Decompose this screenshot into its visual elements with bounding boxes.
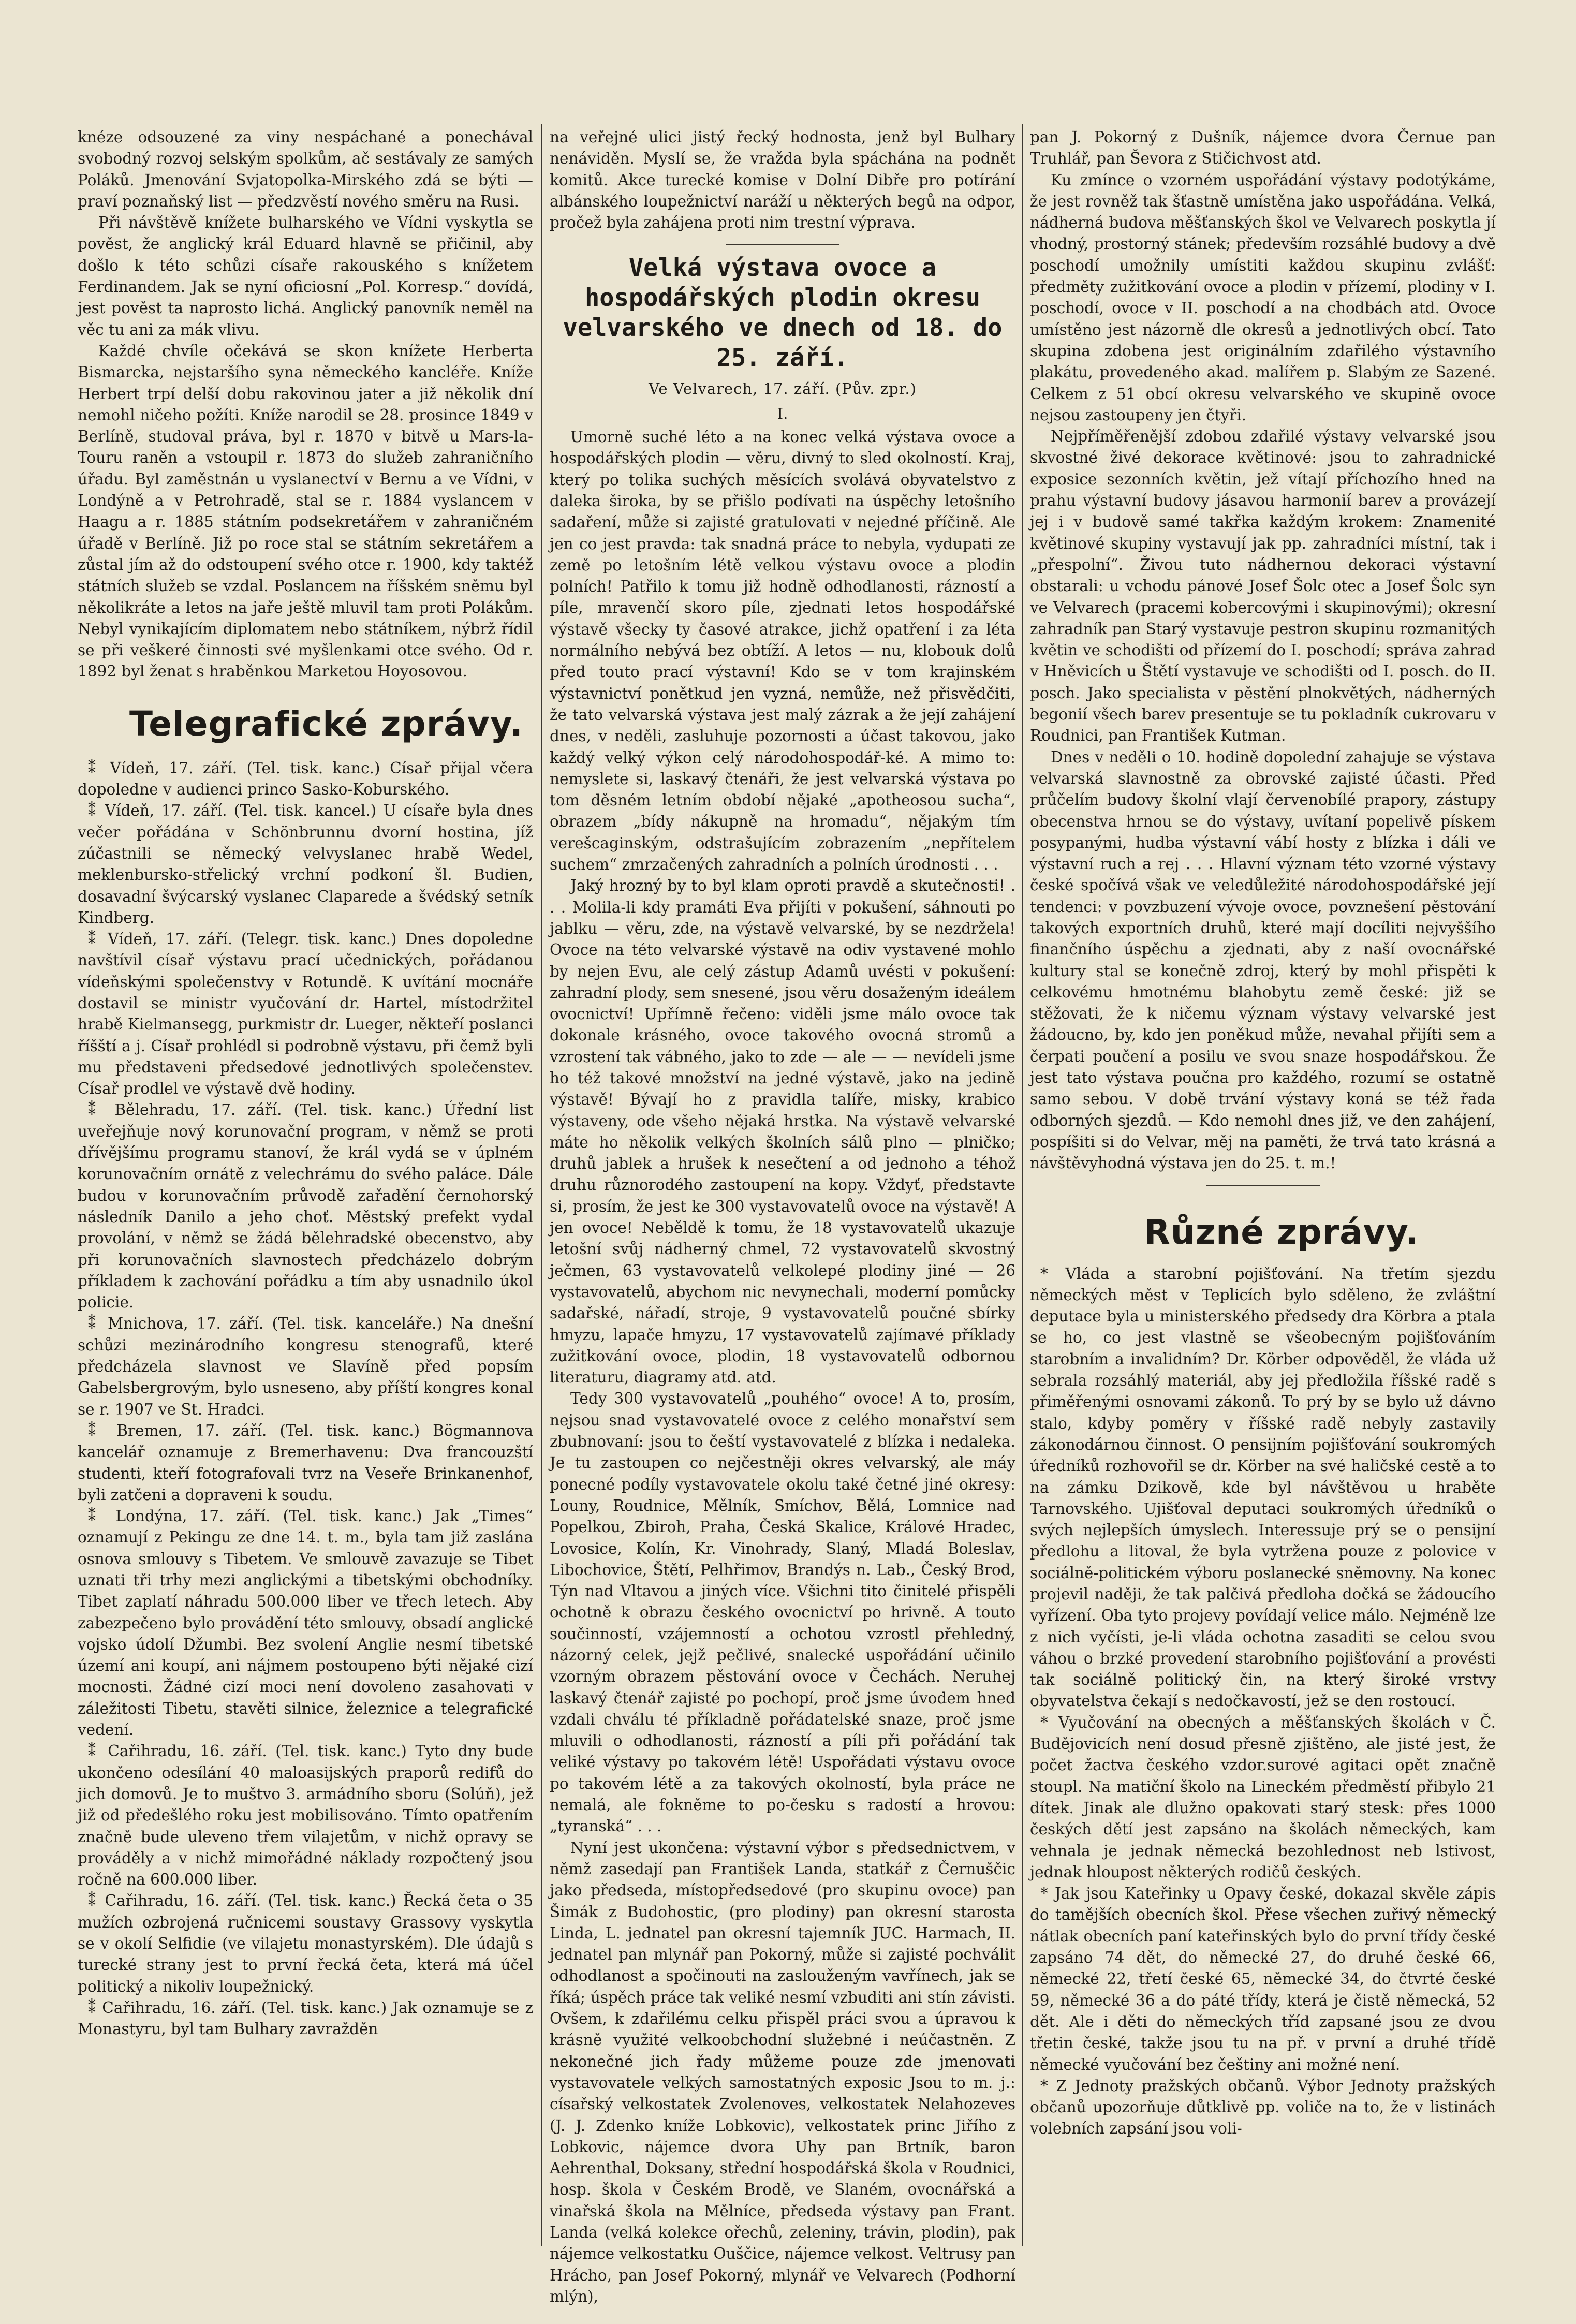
news-pension-insurance: * Vláda a starobní pojišťování. Na třetím sjezdu německých měst v Teplicích bylo sděleno, že zvláštní deputace byla u ministerského předsedy dra Körbra a ptala se ho, co jest vlastně se všeobecným pojišťováním starobním a invalidním? Dr. Körber odpověděl, že vláda už sebrala rozsáhlý materiál, aby jej předložila říšské radě s přiměřenými osnovami zákonů. To prý by se bylo už dávno stalo, kdyby poměry v říšské radě nebyly zastavily zákonodárnou činnost. O pensijním pojišťování soukromých úředníků rozhovořil se dr. Körber na své haličské cestě a to na zámku Dzikově, kde byl návštěvou u hraběte Tarnovského. Ujišťoval deputaci soukromých úředníků o svých nejlepších úmyslech. Interessuje prý se o pensijní předlohu a litoval, že byla vytržena pouze z polovice v sociálně-politickém výboru poslanecké sněmovny. Na konec projevil naději, že tak palčivá předloha dočká se žádoucího vyřízení. Oba tyto projevy povídají velice málo. Nejméně lze z nich vyčísti, je-li vláda ochotna zasaditi se celou svou váhou o brzké provedení starobního pojišťování a provésti tak sociálně politický čin, na který široké vrstvy obyvatelstva čekají s nedočkavostí, jež se den rostoucí.	[1030, 1264, 1496, 1710]
exhibition-paragraph-1: Umorně suché léto a na konec velká výstava ovoce a hospodářských plodin — věru, divný to sled okolností. Kraj, který po tolika suchých měsících svolává obyvatelstvo z daleka široka, by se přišlo podívati na úspěchy letošního sadaření, může si zajisté gratulovati v nejedné příčině. Ale jen co jest pravda: tak snadná práce to nebyla, vydupati ze země po letošním létě velkou výstavu ovoce a plodin polních! Patřilo k tomu již hodně odhodlanosti, rázností a píle, mravenčí skoro píle, zjednati letos hospodářské výstavě všecky ty časové atrakce, jichž opatření i za léta normálního nebývá bez obtíží. A letos — nu, klobouk dolů před touto prací výstavní! Kdo se v tom krajinském výstavnictví ponětkud jen vyzná, nemůže, než přisvědčiti, že tato velvarská výstava jest malý zázrak a že její zahájení dnes, v neděli, zasluhuje pozornosti a účast takovou, jako každý velký výkon celý národohospodář-ké. A mimo to: nemyslete si, laskavý čtenáři, že jest velvarská výstava po tom děsném letním období nějaké „apotheosou sucha“, obrazem „bídy nákupně na hromadu“, nějakým tím verešcaginským, odstrašujícím zobrazením „nepřítelem suchem“ zmrzačených zahradních a polních úrodnosti . . .	[550, 428, 1015, 874]
section-divider-2	[1206, 1185, 1320, 1186]
column-middle	[550, 127, 1015, 2305]
paragraph-bulgaria-visit: Při návštěvě knížete bulharského ve Vídni vyskytla se pověst, že anglický král Eduard hlavně se přičinil, aby došlo k této schůzi císaře rakouského s knížetem Ferdinandem. Jak se nyní oficiosní „Pol. Korresp.“ dovídá, jest pověst ta naprosto lichá. Anglický panovník neměl na věc tu ani za mák vlivu.	[78, 214, 533, 339]
telegram-bremen: ⁑ Bremen, 17. září. (Tel. tisk. kanc.) Bögmannova kancelář oznamuje z Bremerhavenu: Dva francouzští studenti, kteří fotografovali tvrz na Veseře Brinkanenhof, byli zatčeni a dopraveni k soudu.	[78, 1421, 533, 1504]
paragraph-dibra: na veřejné ulici jistý řecký hodnosta, jenž byl Bulhary nenáviděn. Myslí se, že vražda byla spáchána na podnět komitů. Akce turecké komise v Dolní Dibře pro potírání albánského loupežnictví naráží u některých begů na odpor, pročež byla zahájena proti nim trestní výprava.	[550, 128, 1015, 232]
paragraph-bismarck: Každé chvíle očekává se skon knížete Herberta Bismarcka, nejstaršího syna německého kancléře. Kníže Herbert trpí delší dobu rakovinou jater a již několik dní nemohl ničeho požíti. Kníže narodil se 28. prosince 1849 v Berlíně, studoval práva, byl r. 1870 v bitvě u Mars-la-Touru raněn a vstoupil r. 1873 do služeb zahraničního úřadu. Byl zaměstnán u vyslanectví v Bernu a ve Vídni, v Londýně a v Petrohradě, stal se r. 1884 vyslancem v Haagu a r. 1885 státním podsekretářem v zahraničném úřadě v Berlíně. Již po roce stal se státním sekretářem a zůstal jím až do odstoupení svého otce r. 1900, kdy taktéž státních služeb se vzdal. Poslancem na říšském sněmu byl několikráte a letos na jaře ještě mluvil tam proti Polákům. Nebyl vynikajícím diplomatem nebo státníkem, nýbrž řídil se při veškeré činnosti své myšlenkami otce svého. Od r. 1892 byl ženat s hraběnkou Marketou Hoyosovou.	[78, 342, 533, 681]
telegram-london: ⁑ Londýna, 17. září. (Tel. tisk. kanc.) Jak „Times“ oznamují z Pekingu ze dne 14. t. m., byla tam již zaslána osnova smlouvy s Tibetem. Ve smlouvě zavazuje se Tibet uznati tři trhy mezi anglickými a tibetskými obchodníky. Tibet zaplatí náhradu 500.000 liber ve třech letech. Aby zabezpečeno bylo provádění této smlouvy, obsadí anglické vojsko údolí Džumbi. Bez svolení Anglie nesmí tibetské území ani koupí, ani nájmem postoupeno býti nějaké cizí mocnosti. Žádné cizí moci není dovoleno zasahovati v záležitosti Tibetu, stavěti silnice, železnice a telegrafické vedení.	[78, 1507, 533, 1739]
telegram-constantinople-3: ⁑ Cařihradu, 16. září. (Tel. tisk. kanc.) Jak oznamuje se z Monastyru, byl tam Bulhary zavražděn	[78, 1998, 533, 2038]
telegram-constantinople-2: ⁑ Cařihradu, 16. září. (Tel. tisk. kanc.) Řecká četa o 35 mužích ozbrojená ručnicemi soustavy Grassovy vyskytla se v okolí Selfidie (ve vilajetu monastyrském). Dle údajů s turecké strany jest to první řecká četa, která má účel politický a nikoliv loupežnický.	[78, 1892, 533, 1995]
column-left	[78, 127, 533, 2249]
paragraph-poland: knéze odsouzené za viny nespáchané a ponechával svobodný rozvoj selským spolkům, ač sestávaly ze samých Poláků. Jmenování Svjatopolka-Mirského zdá se býti — praví poznaňský list — předzvěstí nového směru na Rusi.	[78, 128, 533, 210]
telegram-constantinople-1: ⁑ Cařihradu, 16. září. (Tel. tisk. kanc.) Tyto dny bude ukončeno odesílání 40 maloasijských praporů redifů do jich domovů. Je to muštvo 3. armádního sboru (Solúň), jež již od předešlého roku jest mobilisováno. Tímto opatřením značně bude uleveno třem vilajetům, v nichž opravy se prováděly a v nichž mimořádné náklady rozpočtený jsou ročně na 600.000 liber.	[78, 1742, 533, 1889]
column-rule-2	[1022, 124, 1023, 2246]
exhibition-paragraph-6: Nejpříměřenější zdobou zdařilé výstavy velvarské jsou skvostné živé dekorace květinové: jsou to zahradnické exposice sezonních květin, jež vítají příchozího hned na prahu výstavní budovy jásavou harmonií barev a provázejí jej i v budově samé takřka každým krokem: Znamenité květinové skupiny vystavují jak pp. zahradníci místní, tak i „přespolní“. Živou tuto nádhernou dekoraci výstavní obstarali: u vchodu pánové Josef Šolc otec a Josef Šolc syn ve Velvarech (pracemi kobercovými i skupinovými); okresní zahradník pan Starý vystavuje pestron skupinu rozmanitých květin ve schodišti od přízemí do I. poschodí; správa zahrad v Hněvicích u Štětí vystavuje ve schodišti od I. posch. do II. posch. Jako specialista v pěstění plnokvětých, nádherných begonií všech barev presentuje se tu pokladník cukrovaru v Roudnici, pan František Kutman.	[1030, 428, 1496, 745]
section-divider	[726, 244, 839, 245]
heading-various-news: Různé zprávy.	[1144, 1212, 1419, 1252]
dateline: Ve Velvarech, 17. září. (Pův. zpr.)	[649, 380, 917, 398]
telegram-vienna-2: ⁑ Vídeň, 17. září. (Tel. tisk. kancel.) U císaře byla dnes večer pořádána v Schönbrunnu dvorní hostina, jíž zúčastnili se německý velvyslanec hrabě Wedel, meklenbursko-střelický vrchní podkoní šl. Budien, dosavadní švýcarský vyslanec Claparede a švédský setník Kindberg.	[78, 802, 533, 926]
exhibition-paragraph-7: Dnes v neděli o 10. hodině dopolední zahajuje se výstava velvarská slavnostně za obrovské zajisté účasti. Před průčelím budovy školní vlají červenobílé prapory, zástupy obecenstva hrnou se do výstavy, uvítaní popelivě pískem posypanými, hudba výstavní vábí hosty z blízka i dáli ve výstavní ruch a rej . . . Hlavní význam této vzorné výstavy české spočívá však ve veledůležité národohospodářské její tendenci: v povzbuzení vývoje ovoce, povznešení pěstování takových exportních druhů, které mají docíliti nejvyššího finančního úspěchu a zjednati, aby z naší ovocnářské kultury stal se konečně zdroj, který by mohl přispěti k celkovému hmotnému blahobytu země české: již se stěžovati, že k ničemu význam výstavy velvarské jest žádoucno, by, kdo jen poněkud může, nevahal přijíti sem a čerpati poučení a posilu ve svou snaze hospodářskou. Že jest tato výstava poučna pro každého, rozumí se ostatně samo sebou. V době trvání výstavy koná se též řada odborných sjezdů. — Kdo nemohl dnes již, ve den zahájení, pospíšiti si do Velvar, měj na paměti, že trvá tato krásná a návštěvyhodná výstava jen do 25. t. m.!	[1030, 748, 1496, 1172]
exhibition-paragraph-3: Tedy 300 vystavovatelů „pouhého“ ovoce! A to, prosím, nejsou snad vystavovatelé ovoce z celého monařství sem zbubnovaní: jsou to čeští vystavovatelé z blízka i nedaleka. Je tu zastoupen co nejčestněji okres velvarský, ale máy ponecné podíly vystavovatele okolu také četné jiné okresy: Louny, Roudnice, Mělník, Smíchov, Bělá, Lomnice nad Popelkou, Zbiroh, Praha, Česká Skalice, Králové Hradec, Lovosice, Kolín, Kr. Vinohrady, Slaný, Mladá Boleslav, Libochovice, Štětí, Pelhřimov, Brandýs n. Lab., Český Brod, Týn nad Vltavou a jiných více. Všichni tito činitelé přispěli ochotně k obrazu českého ovocnictví po hrivně. A touto součinností, vzájemností a ochotou vzrostl přehledný, názorný celek, jejž pečlivé, snalecké uspořádání učinilo vzorným obrazem pěstování ovoce v Čechách. Neruhej laskavý čtenář zajisté po pochopí, proč jsme úvodem hned vzdali chválu té příkladně pořádatelské snaze, proč jsme mluvili o odhodlanosti, rázností a píli při pořádání tak veliké výstavy po takovém létě! Uspořádati výstavu ovoce po takovém létě a za takových okolností, byla práce ne nemalá, ale fokněme to po-česku s radostí a hrovou: „tyranská“ . . .	[550, 1390, 1015, 1835]
telegram-munich: ⁑ Mnichova, 17. září. (Tel. tisk. kanceláře.) Na dnešní schůzi mezinárodního kongresu stenografů, které předcházela slavnost ve Slavíně před popsím Gabelsbergrovým, bylo usneseno, aby příští kongres konal se r. 1907 ve St. Hradci.	[78, 1315, 533, 1418]
telegram-belgrade: ⁑ Bělehradu, 17. září. (Tel. tisk. kanc.) Úřední list uveřejňuje nový korunovační program, v němž se proti dřívějšímu programu stanoví, že král vydá se v úplném korunovačním ornátě z velechrámu do svého paláce. Dále budou v korunovačním průvodě zařadění černohorský následník Danilo a jeho choť. Městský prefekt vydal provolání, v němž se žádá bělehradské obecenstvo, aby při korunovačních slavnostech předcházelo dobrým příkladem k zachování pořádku a tím aby usnadnilo úkol policie.	[78, 1101, 533, 1312]
heading-telegraphic-news: Telegrafické zprávy.	[129, 703, 523, 744]
exhibition-paragraph-4: Nyní jest ukončena: výstavní výbor s předsednictvem, v němž zasedají pan František Landa, statkář z Černuščic jako předseda, místopředsedové (pro skupinu ovoce) pan Šimák z Budohostic, (pro plodiny) pan okresní starosta Linda, L. jednatel pan okresní tajemník JUC. Harmach, II. jednatel pan mlynář pan Pokorný, může si zajisté pochválit odhodlanost a spočinouti na zaslouženým vavřínech, jak se říká; úspěch práce tak veliké nesmí vzbuditi ani stín závisti. Ovšem, k zdařilému celku přispěl práci svou a úpravou k krásně využité velkoobchodní služebné i neúčastněn. Z nekonečné jich řady můžeme pouze zde jmenovati vystavovatele velkých samostatných exposic Jsou to m. j.: císařský velkostatek Zvolenoves, velkostatek Nelahozeves (J. J. Zdenko kníže Lobkovic), velkostatek princ Jiřího z Lobkovic, nájemce dvora Uhy pan Brtník, baron Aehrenthal, Doksany, střední hospodářská škola v Roudnici, hosp. škola v Českém Brodě, ve Slaném, ovocnářská a vinařská škola na Mělníce, předseda výstavy pan Frant. Landa (velká kolekce ořechů, zeleniny, trávin, plodin), pak nájemce velkostatku Ouščice, nájemce velkost. Veltrusy pan Hrácho, pan Josef Pokorný, mlynář ve Velvarech (Podhorní mlýn),	[550, 1838, 1015, 2305]
part-number: I.	[777, 404, 788, 422]
news-katerinky: * Jak jsou Kateřinky u Opavy české, dokazal skvěle zápis do tamějších obecních škol. Přese všechen zuřivý německý nátlak obecních paní kateřinských bylo do první třídy české zapsáno 74 dět, do německé 27, do druhé české 66, německé 22, třetí české 65, německé 34, do čtvrté české 59, německé 36 a do páté třídy, která je čistě německá, 52 dět. Ale i děti do německých tříd zapsané jsou ze dvou třetin české, takže jsou tu na př. v první a druhé třídě německé vyučování bez češtiny ani možné není.	[1030, 1885, 1496, 2073]
news-budejovice-schools: * Vyučování na obecných a měšťanských školách v Č. Budějovicích není dosud přesně zjištěno, ale jisté jest, že počet žactva českého vzdor.surové agitaci opět značně stoupl. Na matiční školo na Lineckém předměstí přibylo 21 dítek. Jinak ale dlužno opakovati starý stesk: přes 1000 českých dětí jest zapsáno na školách německých, kam vehnala je jednak německá bezohlednost neb lstivost, jednak hloupost některých rodičů českých.	[1030, 1713, 1496, 1881]
column-right	[1030, 127, 1496, 2249]
exhibition-paragraph-2: Jaký hrozný by to byl klam oproti pravdě a skutečnosti! . . . Molila-li kdy pramáti Eva přijíti v pokušení, sáhnouti po jablku — věru, zde, na výstavě velvarské, by se nezdržela! Ovoce na této velvarské výstavě na odiv vystavené mohlo by nejen Evu, ale celý zástup Adamů uvésti v pokušení: zahradní plody, sem snesené, jsou věru dosaženým ideálem ovocnictví! Upřímně řečeno: viděli jsme málo ovoce tak dokonale krásného, ovoce takového ovocná stromů a vzrostení tak vábného, jako to zde — ale — — nevídeli jsme ho též takové množství na jedné výstavě, jako na jedině výstavě! Bývají ho z pravidla talíře, misky, krabico výstaveny, ode všeho nějaká hrstka. Na výstavě velvarské máte ho několik velkých školních sálů plno — plničko; druhů jablek a hrušek k nesečtení a od jednoho a téhož druhu různorodého zastoupení na kopy. Vždyť, představte si, prosím, že jest ke 300 vystavovatelů ovoce na výstavě! A jen ovoce! Neběldě k tomu, že 18 vystavovatelů ukazuje letošní svůj nádherný chmel, 72 vystavovatelů skvostný ječmen, 63 vystavovatelů velkolepé plodiny jiné — 26 vystavovatelů, abychom nic nevynechali, moderní pomůcky sadařské, nářadí, stroje, 9 vystavovatelů poučné sbírky hmyzu, lapače hmyzu, 17 vystavovatelů zajímavé příklady zužitkování ovoce, plodin, 18 vystavovatelů odbornou literaturu, diagramy atd. atd.	[550, 877, 1015, 1387]
news-prague-citizens: * Z Jednoty pražských občanů. Výbor Jednoty pražských občanů upozorňuje důtklivě pp. voliče na to, že v listinách volebních zapsání jsou voli-	[1030, 2077, 1496, 2138]
column-rule-1	[541, 124, 542, 2246]
telegram-vienna-1: ⁑ Vídeň, 17. září. (Tel. tisk. kanc.) Císař přijal včera dopoledne v audienci princo Sasko-Koburského.	[78, 759, 533, 799]
telegram-vienna-3: ⁑ Vídeň, 17. září. (Telegr. tisk. kanc.) Dnes dopoledne navštívil císař výstavu prací učednických, pořádanou vídeňskými společenstvy v Rotundě. K uvítání mocnáře dostavil se ministr vyučování dr. Hartel, místodržitel hrabě Kielmansegg, purkmistr dr. Lueger, někteří poslanci říšští a j. Císař prohlédl si podrobně výstavu, při čemž byli mu představeni předsedové jednotlivých společenstev. Císař prodlel ve výstavě dvě hodiny.	[78, 930, 533, 1098]
exhibition-paragraph-5: Ku zmínce o vzorném uspořádání výstavy podotýkáme, že jest rovněž tak šťastně umístěna jako uspořádána. Velká, nádherná budova měšťanských škol ve Velvarech poskytla jí vhodný, prostorný stánek; především rozsáhlé budovy a dvě poschodí umožnily umístiti každou skupinu zvlášť: předměty zužitkování ovoce a plodin v přízemí, plodiny v I. poschodí, ovoce v II. poschodí a na chodbách atd. Ovoce umístěno jest názorně dle okresů a jednotlivých obcí. Tato skupina zdobena jest originálním zdařilého výstavního plakátu, provedeného akad. malířem p. Slabým ze Sazené. Celkem z 51 obcí okresu velvarského ve skupině ovoce nejsou zastoupeny jen čtyři.	[1030, 171, 1496, 424]
exhibition-continued: pan J. Pokorný z Dušník, nájemce dvora Černue pan Truhlář, pan Ševora z Stičichvost atd.	[1030, 128, 1496, 168]
heading-fruit-exhibition: Velká výstava ovoce a hospodářských plodin okresu velvarského ve dnech od 18. do 25. září.	[563, 254, 1003, 373]
